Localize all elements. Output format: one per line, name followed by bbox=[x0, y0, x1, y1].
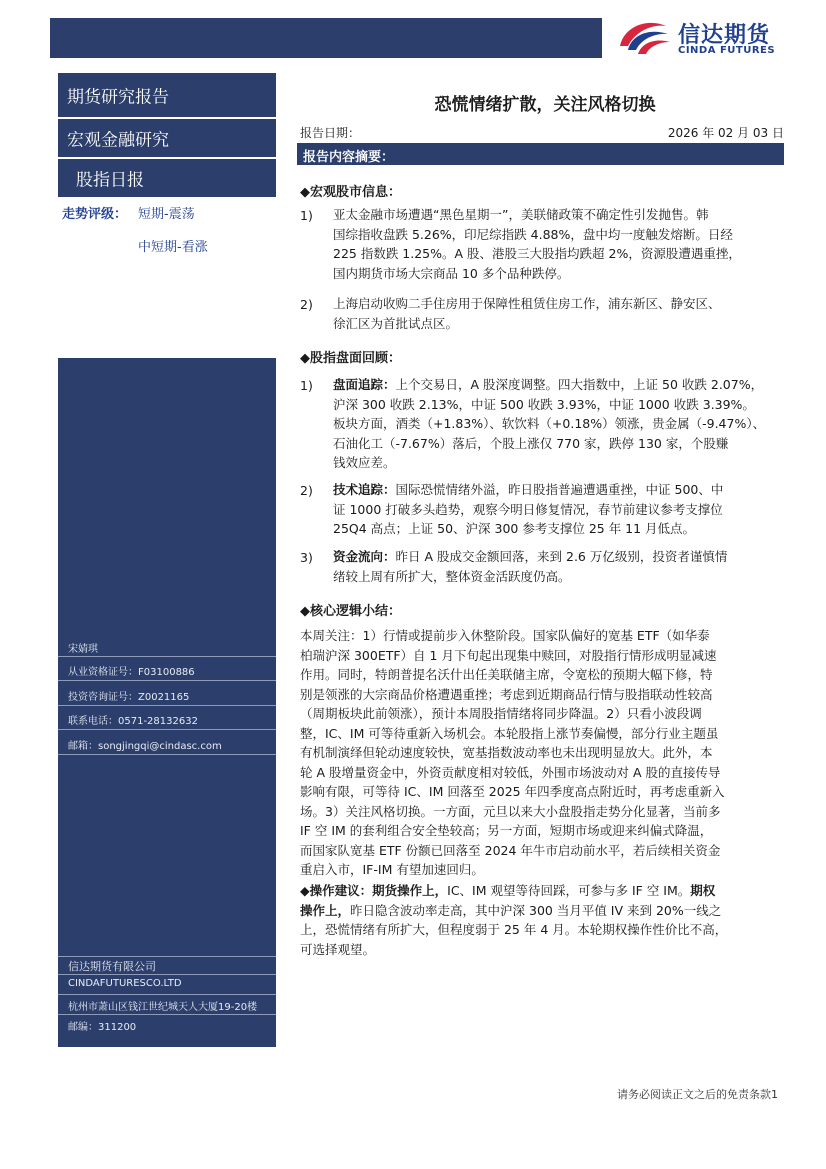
summary-heading: 报告内容摘要： bbox=[303, 150, 395, 165]
text-line: 225 指数跌 1.25%。A 股、港股三大股指均跌超 2%，资源股遭遇重挫， bbox=[333, 246, 741, 261]
text-line: 25Q4 高点；上证 50、沪深 300 参考支撑位 25 年 11 月低点。 bbox=[333, 521, 696, 536]
report-date-value: 2026 年 02 月 03 日 bbox=[667, 126, 784, 140]
list-number: 2) bbox=[300, 297, 313, 312]
phone-number: 联系电话：0571-28132632 bbox=[68, 716, 198, 727]
text-line bbox=[333, 480, 785, 500]
text-line: 本周关注：1）行情或提前步入休整阶段。国家队偏好的宽基 ETF（如华泰 bbox=[300, 628, 710, 643]
analyst-name: 宋婧琪 bbox=[68, 644, 98, 655]
text-run: 昨日隐含波动率走高，其中沪深 300 当月平值 IV 来到 20%一线之 bbox=[350, 902, 722, 918]
text-line: 影响有限，可等待 IC、IM 回落至 2025 年四季度高点附近时，再考虑重新入 bbox=[300, 784, 725, 799]
review-item-1 bbox=[333, 375, 785, 473]
logo-text-cn: 信达期货 bbox=[678, 23, 771, 48]
text-line: 作用。同时，特朗普提名沃什出任美联储主席，令宽松的预期大幅下修，特 bbox=[300, 667, 713, 682]
divider bbox=[58, 656, 276, 657]
logic-paragraph bbox=[300, 626, 785, 880]
review-1-head: 盘面追踪： bbox=[333, 377, 396, 392]
divider bbox=[58, 754, 276, 755]
text-line: IF 空 IM 的套利组合安全垫较高；另一方面，短期市场或迎来纠偏式降温， bbox=[300, 823, 713, 838]
summary-heading-bar bbox=[297, 143, 784, 165]
report-date-label: 报告日期： bbox=[300, 126, 361, 140]
logo-mark-icon bbox=[614, 16, 674, 60]
divider bbox=[58, 956, 276, 957]
company-address: 杭州市萧山区钱江世纪城天人大厦19-20楼 bbox=[68, 1002, 258, 1013]
consult-number: 投资咨询证号：Z0021165 bbox=[68, 692, 190, 703]
section-logic-title: ◆核心逻辑小结： bbox=[300, 604, 401, 619]
postcode: 邮编：311200 bbox=[68, 1022, 137, 1033]
text-line: 国综指收盘跌 5.26%，印尼综指跌 4.88%，盘中均一度触发熔断。日经 bbox=[333, 226, 733, 242]
divider bbox=[58, 994, 276, 995]
sidebar-box-subtype bbox=[58, 159, 276, 197]
company-name-en: CINDAFUTURESCO.LTD bbox=[68, 978, 182, 989]
text-run: 上个交易日，A 股深度调整。四大指数中，上证 50 收跌 2.07%， bbox=[395, 377, 764, 392]
text-run: 国际恐慌情绪外溢，昨日股指普遍遭遇重挫，中证 500、中 bbox=[395, 482, 724, 497]
sidebar-box-category bbox=[58, 119, 276, 157]
text-line: 整，IC、IM 可等待重新入场机会。本轮股指上涨节奏偏慢，部分行业主题虽 bbox=[300, 725, 719, 741]
divider bbox=[58, 974, 276, 975]
sidebar-box-report-type bbox=[58, 73, 276, 117]
header-bar bbox=[50, 18, 602, 58]
text-line: 国内期货市场大宗商品 10 多个品种跌停。 bbox=[333, 265, 570, 281]
divider bbox=[58, 705, 276, 706]
rating-label: 走势评级： bbox=[62, 207, 128, 222]
report-type-label: 期货研究报告 bbox=[67, 87, 169, 108]
license-number: 从业资格证号：F03100886 bbox=[68, 667, 195, 678]
email-address[interactable]: 邮箱：songjingqi@cindasc.com bbox=[68, 741, 222, 752]
divider bbox=[58, 729, 276, 730]
text-line: 重启入市，IF-IM 有望加速回归。 bbox=[300, 862, 484, 877]
subtype-label: 股指日报 bbox=[76, 170, 144, 191]
text-line: 石油化工（-7.67%）落后，个股上涨仅 770 家，跌停 130 家，个股赚 bbox=[333, 435, 729, 451]
review-3-head: 资金流向： bbox=[333, 549, 396, 564]
text-line: 柏瑞沪深 300ETF）自 1 月下旬起出现集中赎回，对股指行情形成明显减速 bbox=[300, 647, 717, 663]
list-number: 1) bbox=[300, 208, 313, 223]
text-line: 上，恐慌情绪有所扩大，但程度弱于 25 年 4 月。本轮期权操作性价比不高， bbox=[300, 922, 728, 937]
op-line2-head: 操作上， bbox=[300, 902, 351, 918]
text-line: 板块方面，酒类（+1.83%）、软饮料（+0.18%）领涨，贵金属（-9.47%）、 bbox=[333, 416, 766, 431]
list-number: 3) bbox=[300, 550, 313, 565]
macro-item-1 bbox=[333, 205, 785, 283]
text-line: 而国家队宽基 ETF 份额已回落至 2024 年牛市启动前水平，若后续相关资金 bbox=[300, 842, 721, 858]
text-line bbox=[300, 901, 785, 921]
list-number: 1) bbox=[300, 378, 313, 393]
review-2-head: 技术追踪： bbox=[333, 482, 396, 497]
rating-mid-term: 中短期-看涨 bbox=[138, 240, 208, 255]
macro-item-2 bbox=[333, 294, 785, 333]
logo-text-en: CINDA FUTURES bbox=[678, 45, 776, 56]
text-line bbox=[333, 375, 785, 395]
contact-panel bbox=[58, 358, 276, 1047]
text-line: 证 1000 打破多头趋势，观察今明日修复情况，春节前建议参考支撑位 bbox=[333, 501, 723, 517]
sidebar bbox=[58, 73, 276, 1047]
divider bbox=[58, 680, 276, 681]
text-line: 沪深 300 收跌 2.13%，中证 500 收跌 3.93%，中证 1000 收跌 3.39%。 bbox=[333, 396, 755, 412]
text-line: 场。3）关注风格切换。一方面，元旦以来大小盘股指走势分化显著，当前多 bbox=[300, 803, 721, 819]
section-review-title: ◆股指盘面回顾： bbox=[300, 351, 401, 366]
text-line: 亚太金融市场遭遇“黑色星期一”，美联储政策不确定性引发抛售。韩 bbox=[333, 207, 709, 222]
text-line: （周期板块此前领涨），预计本周股指情绪将同步降温。2）只看小波段调 bbox=[300, 706, 702, 721]
op-options-head: 期权 bbox=[690, 883, 716, 898]
footer-disclaimer: 请务必阅读正文之后的免责条款1 bbox=[617, 1088, 778, 1101]
category-label: 宏观金融研究 bbox=[67, 130, 169, 151]
text-line: 轮 A 股增量资金中，外资贡献度相对较低，外围市场波动对 A 股的直接传导 bbox=[300, 764, 721, 780]
text-line: 别是领涨的大宗商品价格遭遇重挫；考虑到近期商品行情与股指联动性较高 bbox=[300, 686, 713, 702]
text-line: 有机制演绎但轮动速度较快，宽基指数波动率也未出现明显放大。此外，本 bbox=[300, 745, 713, 760]
text-line: 绪较上周有所扩大，整体资金活跃度仍高。 bbox=[333, 568, 571, 584]
text-line bbox=[333, 547, 785, 567]
company-name: 信达期货有限公司 bbox=[68, 960, 156, 973]
text-run: IC、IM 观望等待回踩，可参与多 IF 空 IM。 bbox=[447, 883, 691, 898]
report-title: 恐慌情绪扩散，关注风格切换 bbox=[434, 95, 656, 115]
text-line bbox=[300, 881, 785, 901]
op-lead: ◆操作建议： bbox=[300, 883, 373, 898]
company-logo bbox=[614, 16, 799, 60]
text-line: 可选择观望。 bbox=[300, 941, 376, 957]
operation-paragraph bbox=[300, 881, 785, 959]
divider bbox=[58, 1014, 276, 1015]
rating-short-term: 短期-震荡 bbox=[138, 207, 195, 222]
list-number: 2) bbox=[300, 483, 313, 498]
text-line: 徐汇区为首批试点区。 bbox=[333, 315, 459, 331]
text-line: 上海启动收购二手住房用于保障性租赁住房工作，浦东新区、静安区、 bbox=[333, 296, 721, 311]
review-item-2 bbox=[333, 480, 785, 539]
text-line: 钱效应差。 bbox=[333, 455, 396, 470]
review-item-3 bbox=[333, 547, 785, 586]
text-run: 昨日 A 股成交金额回落，来到 2.6 万亿级别，投资者谨慎情 bbox=[395, 549, 728, 564]
op-futures-head: 期货操作上， bbox=[372, 883, 448, 898]
section-macro-title: ◆宏观股市信息： bbox=[300, 185, 401, 200]
